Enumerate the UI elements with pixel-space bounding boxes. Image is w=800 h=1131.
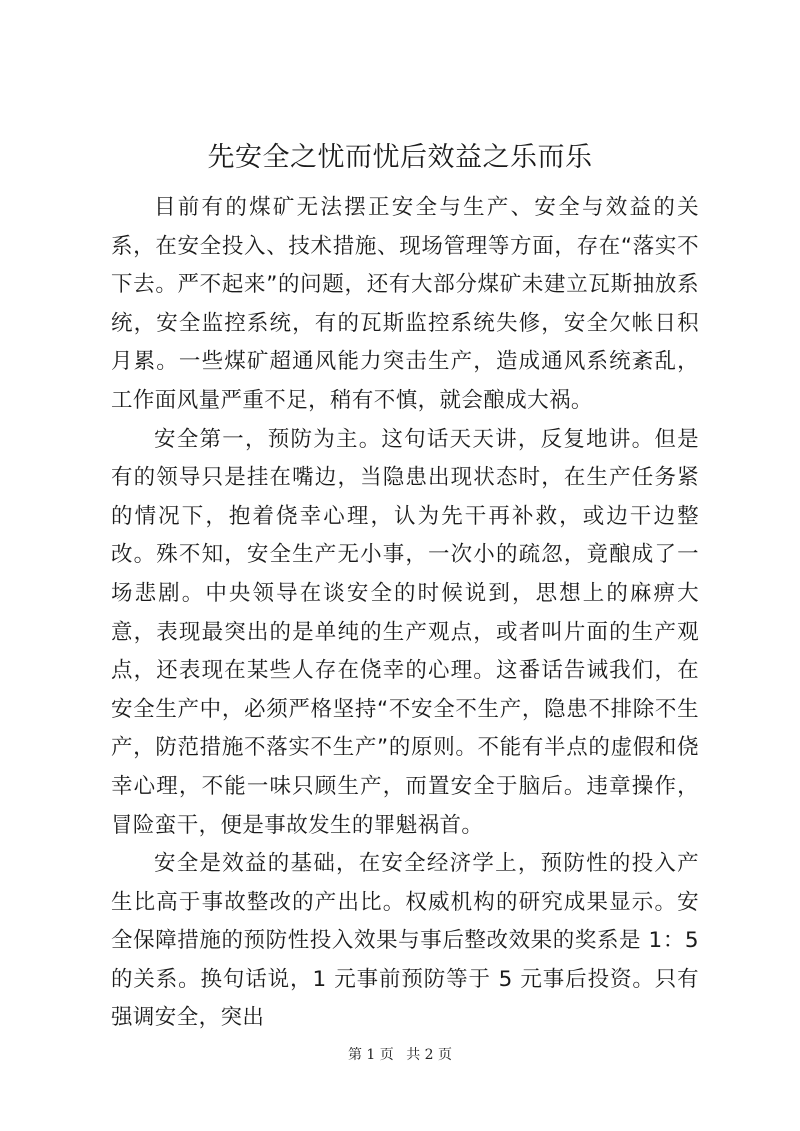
paragraph-1: 目前有的煤矿无法摆正安全与生产、安全与效益的关系，在安全投入、技术措施、现场管理等方面，存在“落实不下去。严不起来”的问题，还有大部分煤矿未建立瓦斯抽放系统，安全监控系统，有的瓦斯监控系统失修，安全欠帐日积月累。一些煤矿超通风能力突击生产，造成通风系统紊乱，工作面风量严重不足，稍有不慎，就会酿成大祸。 [111,195,699,413]
document-title: 先安全之忧而忧后效益之乐而乐 [207,142,593,173]
paragraph-3: 安全是效益的基础，在安全经济学上，预防性的投入产生比高于事故整改的产出比。权威机构的研究成果显示。安全保障措施的预防性投入效果与事后整改效果的奖系是 1：5 的关系。换句话说，1 元事前预防等于 5 元事后投资。只有强调安全，突出 [111,851,699,1031]
page-total: 共 2 页 [406,1047,453,1063]
page-number: 第 1 页 [347,1047,394,1063]
page-footer [0,1046,800,1064]
document-body [111,189,699,1038]
paragraph-2: 安全第一，预防为主。这句话天天讲，反复地讲。但是有的领导只是挂在嘴边，当隐患出现状态时，在生产任务紧的情况下，抱着侥幸心理，认为先干再补救，或边干边整改。殊不知，安全生产无小事，一次小的疏忽，竟酿成了一场悲剧。中央领导在谈安全的时候说到，思想上的麻痹大意，表现最突出的是单纯的生产观点，或者叫片面的生产观点，还表现在某些人存在侥幸的心理。这番话告诫我们，在安全生产中，必须严格坚持“不安全不生产，隐患不排除不生产，防范措施不落实不生产”的原则。不能有半点的虚假和侥幸心理，不能一味只顾生产，而置安全于脑后。违章操作，冒险蛮干，便是事故发生的罪魁祸首。 [111,426,699,838]
